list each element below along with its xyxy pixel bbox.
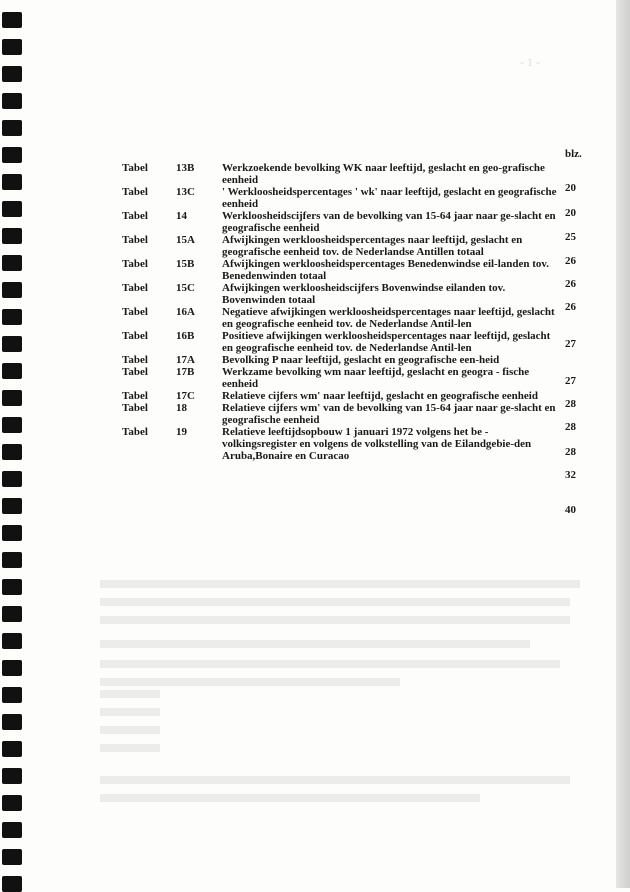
toc-row <box>0 402 560 426</box>
table-description: Bevolking P naar leeftijd, geslacht en geografische een-heid <box>222 354 500 366</box>
page-ref: 32 <box>565 469 576 481</box>
table-number: 15B <box>176 258 195 270</box>
binding-ring <box>2 768 22 784</box>
table-label: Tabel <box>122 390 148 402</box>
table-number: 16A <box>176 306 195 318</box>
table-number: 16B <box>176 330 195 342</box>
binding-ring <box>2 741 22 757</box>
bleed-through-text <box>100 776 570 784</box>
binding-ring <box>2 66 22 82</box>
table-label: Tabel <box>122 354 148 366</box>
bleed-through-text <box>100 640 530 648</box>
table-number: 17C <box>176 390 195 402</box>
binding-ring <box>2 660 22 676</box>
table-description: Werkzame bevolking wm naar leeftijd, geslacht en geogra - fische eenheid <box>222 366 530 390</box>
page-ref: 20 <box>565 182 576 194</box>
toc-row <box>0 186 560 210</box>
page-ref: 26 <box>565 278 576 290</box>
table-label: Tabel <box>122 234 148 246</box>
toc-row <box>0 162 560 186</box>
page-ref: 40 <box>565 504 576 516</box>
table-description: Positieve afwijkingen werkloosheidspercentages naar leeftijd, geslacht en geografische eenheid tov. de Nederlandse Antil-len <box>222 330 551 354</box>
page-ref: 27 <box>565 338 576 350</box>
table-description: Relatieve cijfers wm' van de bevolking van 15-64 jaar naar ge-slacht en geografische eenheid <box>222 402 556 426</box>
table-number: 13B <box>176 162 195 174</box>
table-label: Tabel <box>122 210 148 222</box>
bleed-through-text <box>100 690 160 698</box>
binding-ring <box>2 714 22 730</box>
bleed-through-text <box>100 794 480 802</box>
toc-row <box>0 282 560 306</box>
binding-ring <box>2 606 22 622</box>
bleed-through-text <box>100 708 160 716</box>
bleed-through-text <box>100 678 400 686</box>
blz-header: blz. <box>565 148 582 160</box>
table-label: Tabel <box>122 402 148 414</box>
binding-ring <box>2 579 22 595</box>
binding-ring <box>2 876 22 892</box>
page-ref: 28 <box>565 398 576 410</box>
table-label: Tabel <box>122 258 148 270</box>
table-number: 17B <box>176 366 195 378</box>
bleed-through-text <box>100 744 160 752</box>
binding-ring <box>2 795 22 811</box>
page-ref: 28 <box>565 421 576 433</box>
table-description: Afwijkingen werkloosheidspercentages naar leeftijd, geslacht en geografische eenheid tov. de Nederlandse Antillen totaal <box>222 234 523 258</box>
table-label: Tabel <box>122 186 148 198</box>
table-number: 13C <box>176 186 195 198</box>
table-description: Relatieve leeftijdsopbouw 1 januari 1972 volgens het be - volkingsregister en volgens de volkstelling van de Eilandgebie-den Aruba,Bonaire en Curacao <box>222 426 532 462</box>
table-label: Tabel <box>122 330 148 342</box>
table-label: Tabel <box>122 306 148 318</box>
binding-ring <box>2 39 22 55</box>
page-number: - 1 - <box>520 55 540 69</box>
binding-ring <box>2 552 22 568</box>
table-description: Relatieve cijfers wm' naar leeftijd, geslacht en geografische eenheid <box>222 390 538 402</box>
table-description: Negatieve afwijkingen werkloosheidspercentages naar leeftijd, geslacht en geografische eenheid tov. de Nederlandse Antil-len <box>222 306 555 330</box>
table-number: 14 <box>176 210 187 222</box>
toc-row <box>0 234 560 258</box>
table-description: Afwijkingen werkloosheidspercentages Benedenwindse eil-landen tov. Benedenwinden totaal <box>222 258 550 282</box>
binding-ring <box>2 471 22 487</box>
toc-row <box>0 258 560 282</box>
table-label: Tabel <box>122 426 148 438</box>
binding-ring <box>2 12 22 28</box>
table-label: Tabel <box>122 282 148 294</box>
page-ref: 27 <box>565 375 576 387</box>
bleed-through-text <box>100 598 570 606</box>
bleed-through-text <box>100 726 160 734</box>
toc-row <box>0 306 560 330</box>
table-number: 17A <box>176 354 195 366</box>
binding-ring <box>2 687 22 703</box>
table-description: Werkzoekende bevolking WK naar leeftijd, geslacht en geo-grafische eenheid <box>222 162 545 186</box>
bleed-through-text <box>100 660 560 668</box>
page-ref: 26 <box>565 255 576 267</box>
binding-ring <box>2 822 22 838</box>
table-description: ' Werkloosheidspercentages ' wk' naar leeftijd, geslacht en geografische eenheid <box>222 186 557 210</box>
binding-ring <box>2 147 22 163</box>
toc-row <box>0 330 560 354</box>
table-number: 15A <box>176 234 195 246</box>
table-label: Tabel <box>122 366 148 378</box>
bleed-through-text <box>100 580 580 588</box>
bleed-through-text <box>100 616 570 624</box>
table-number: 15C <box>176 282 195 294</box>
page-edge <box>616 0 630 888</box>
page-ref: 20 <box>565 207 576 219</box>
binding-ring <box>2 849 22 865</box>
table-number: 18 <box>176 402 187 414</box>
toc-row <box>0 390 560 402</box>
page-ref: 28 <box>565 446 576 458</box>
table-label: Tabel <box>122 162 148 174</box>
toc-row <box>0 366 560 390</box>
binding-ring <box>2 120 22 136</box>
toc-row <box>0 426 560 462</box>
toc-row <box>0 210 560 234</box>
binding-ring <box>2 93 22 109</box>
toc-row <box>0 354 560 366</box>
table-description: Afwijkingen werkloosheidscijfers Bovenwindse eilanden tov. Bovenwinden totaal <box>222 282 506 306</box>
table-description: Werkloosheidscijfers van de bevolking van 15-64 jaar naar ge-slacht en geografische eenheid <box>222 210 556 234</box>
page-ref: 25 <box>565 231 576 243</box>
table-number: 19 <box>176 426 187 438</box>
table-of-contents <box>0 162 560 462</box>
binding-ring <box>2 633 22 649</box>
binding-ring <box>2 498 22 514</box>
binding-ring <box>2 525 22 541</box>
page-ref: 26 <box>565 301 576 313</box>
